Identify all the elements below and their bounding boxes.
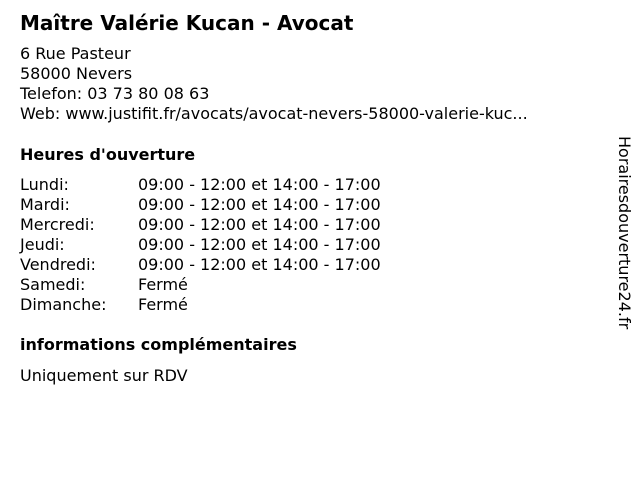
hours-value: 09:00 - 12:00 et 14:00 - 17:00: [138, 255, 381, 274]
day-label: Vendredi:: [20, 255, 96, 274]
hours-row-sunday: [20, 295, 381, 315]
additional-info-text: Uniquement sur RDV: [20, 366, 188, 385]
hours-row-wednesday: [20, 215, 381, 235]
street-address: 6 Rue Pasteur: [20, 44, 131, 63]
opening-hours-heading: Heures d'ouverture: [20, 145, 196, 164]
day-label: Lundi:: [20, 175, 69, 194]
hours-value: Fermé: [138, 275, 188, 294]
city-postal-code: 58000 Nevers: [20, 64, 133, 83]
hours-value: 09:00 - 12:00 et 14:00 - 17:00: [138, 195, 381, 214]
day-label: Mardi:: [20, 195, 70, 214]
day-label: Jeudi:: [20, 235, 65, 254]
website-link[interactable]: Web: www.justifit.fr/avocats/avocat-nevers-58000-valerie-kuc...: [20, 104, 528, 123]
hours-value: 09:00 - 12:00 et 14:00 - 17:00: [138, 235, 381, 254]
day-label: Mercredi:: [20, 215, 95, 234]
day-label: Dimanche:: [20, 295, 107, 314]
hours-value: Fermé: [138, 295, 188, 314]
hours-value: 09:00 - 12:00 et 14:00 - 17:00: [138, 215, 381, 234]
source-watermark: Horairesdouverture24.fr: [615, 136, 634, 330]
page-title: Maître Valérie Kucan - Avocat: [20, 11, 354, 35]
hours-row-thursday: [20, 235, 381, 255]
hours-row-friday: [20, 255, 381, 275]
address-block: [20, 44, 528, 124]
day-label: Samedi:: [20, 275, 86, 294]
additional-info-heading: informations complémentaires: [20, 335, 297, 354]
hours-value: 09:00 - 12:00 et 14:00 - 17:00: [138, 175, 381, 194]
hours-row-tuesday: [20, 195, 381, 215]
phone-number: Telefon: 03 73 80 08 63: [20, 84, 210, 103]
opening-hours-table: [20, 175, 381, 315]
hours-row-monday: [20, 175, 381, 195]
hours-row-saturday: [20, 275, 381, 295]
